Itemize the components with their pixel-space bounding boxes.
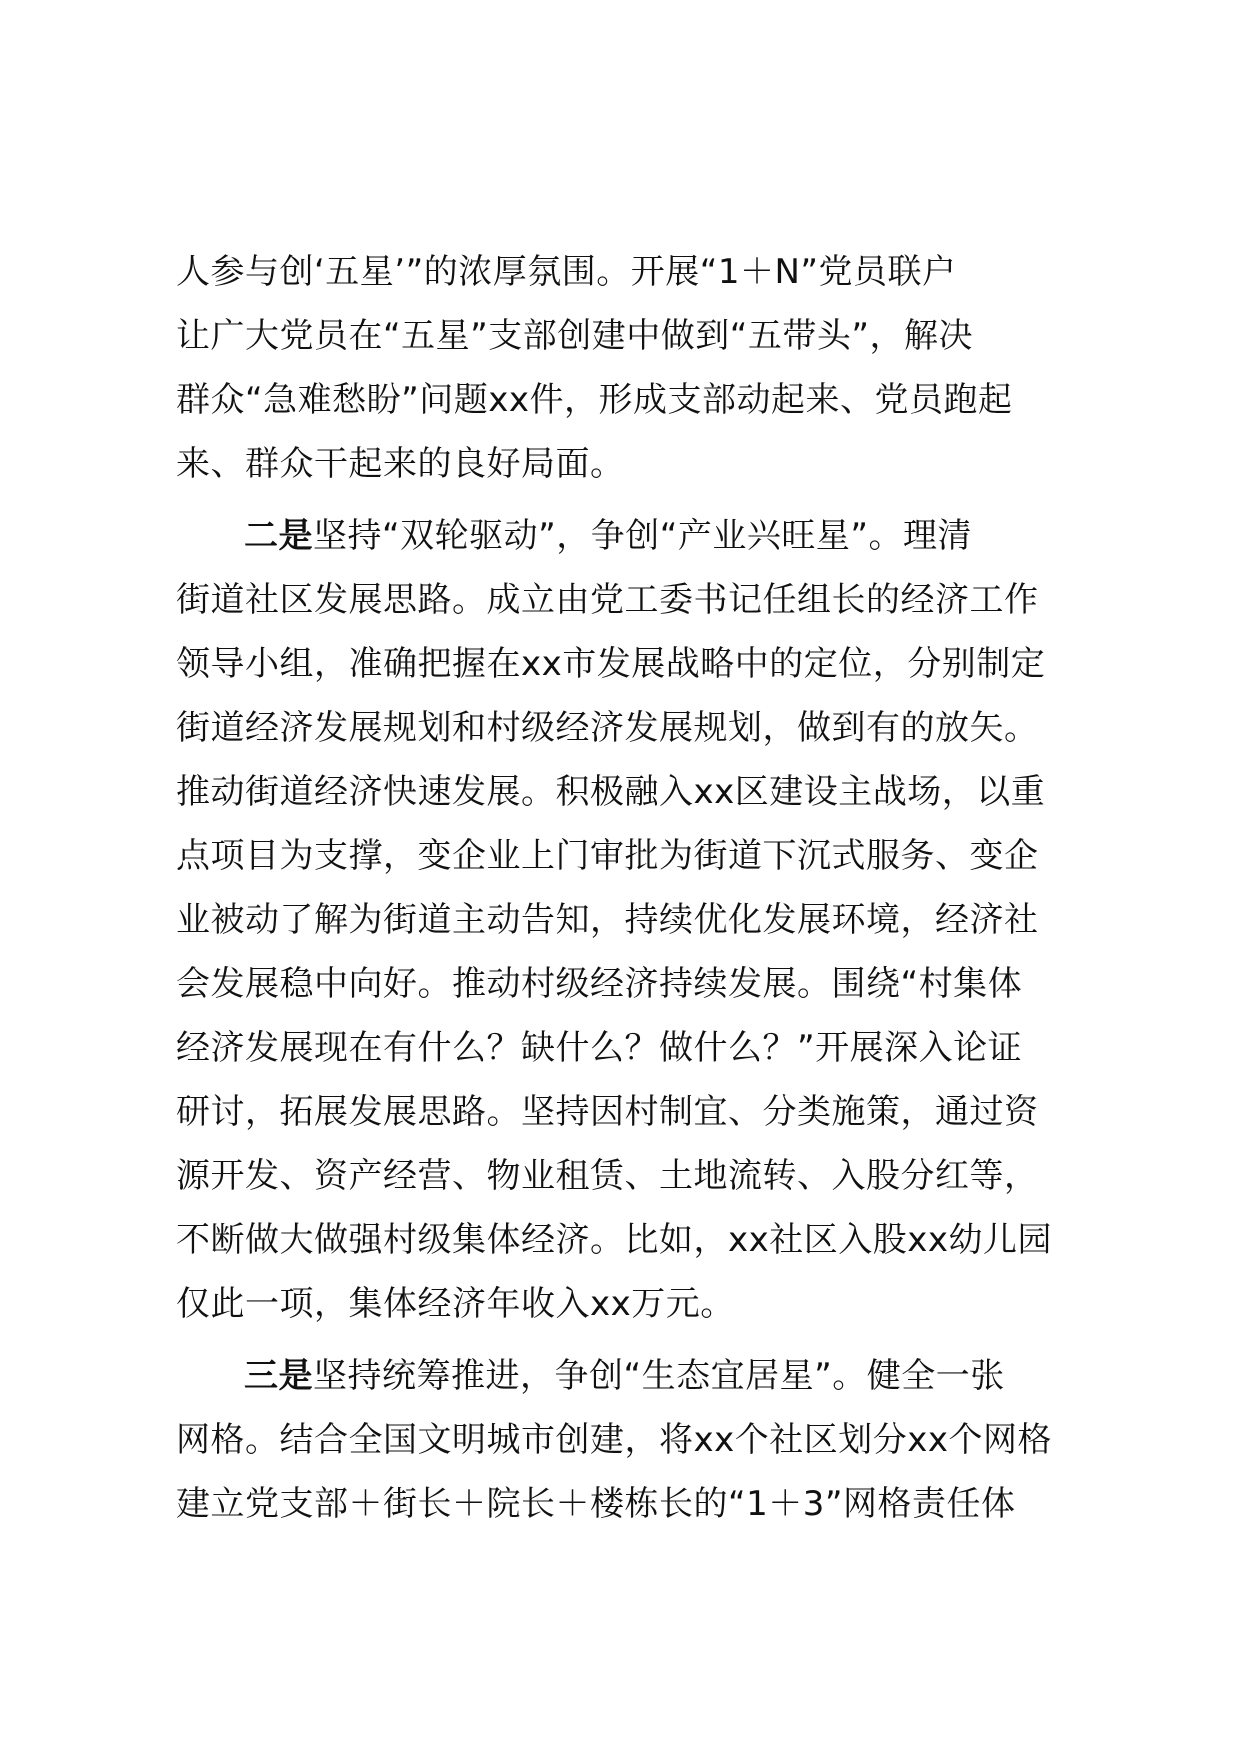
text-line: 业被动了解为街道主动告知，持续优化发展环境，经济社 (176, 900, 1039, 940)
body-text (176, 240, 1096, 1536)
text-line: 来、群众干起来的良好局面。 (176, 444, 625, 484)
text-line: 人参与创‘五星’”的浓厚氛围。开展“1＋N”党员联户 (176, 252, 957, 292)
text-line: 仅此一项，集体经济年收入xx万元。 (176, 1284, 735, 1324)
text-span: 坚持“双轮驱动”，争创“产业兴旺星”。理清 (313, 516, 972, 556)
text-line: 源开发、资产经营、物业租赁、土地流转、入股分红等， (176, 1156, 1039, 1196)
text-line: 让广大党员在“五星”支部创建中做到“五带头”，解决 (176, 316, 973, 356)
paragraph-1 (176, 240, 1096, 496)
text-span: 坚持统筹推进，争创“生态宜居星”。健全一张 (313, 1356, 1005, 1396)
text-line: 不断做大做强村级集体经济。比如，xx社区入股xx幼儿园 (176, 1220, 1052, 1260)
text-line: 群众“急难愁盼”问题xx件，形成支部动起来、党员跑起 (176, 380, 1013, 420)
paragraph-first-line (176, 1344, 1096, 1408)
text-line: 街道社区发展思路。成立由党工委书记任组长的经济工作 (176, 580, 1039, 620)
paragraph-2 (176, 504, 1096, 1336)
text-line: 会发展稳中向好。推动村级经济持续发展。围绕“村集体 (176, 964, 1023, 1004)
text-line: 点项目为支撑，变企业上门审批为街道下沉式服务、变企 (176, 836, 1039, 876)
text-line: 推动街道经济快速发展。积极融入xx区建设主战场，以重 (176, 772, 1046, 812)
paragraph-first-line (176, 504, 1096, 568)
paragraph-3 (176, 1344, 1096, 1536)
text-line: 街道经济发展规划和村级经济发展规划，做到有的放矢。 (176, 708, 1039, 748)
text-line: 领导小组，准确把握在xx市发展战略中的定位，分别制定 (176, 644, 1046, 684)
text-line: 经济发展现在有什么？缺什么？做什么？”开展深入论证 (176, 1028, 1023, 1068)
text-line: 建立党支部＋街长＋院长＋楼栋长的“1＋3”网格责任体 (176, 1484, 1016, 1524)
text-line: 研讨，拓展发展思路。坚持因村制宜、分类施策，通过资 (176, 1092, 1039, 1132)
text-line: 网格。结合全国文明城市创建，将xx个社区划分xx个网格 (176, 1420, 1052, 1460)
paragraph-lead: 二是 (244, 516, 313, 556)
paragraph-lead: 三是 (244, 1356, 313, 1396)
